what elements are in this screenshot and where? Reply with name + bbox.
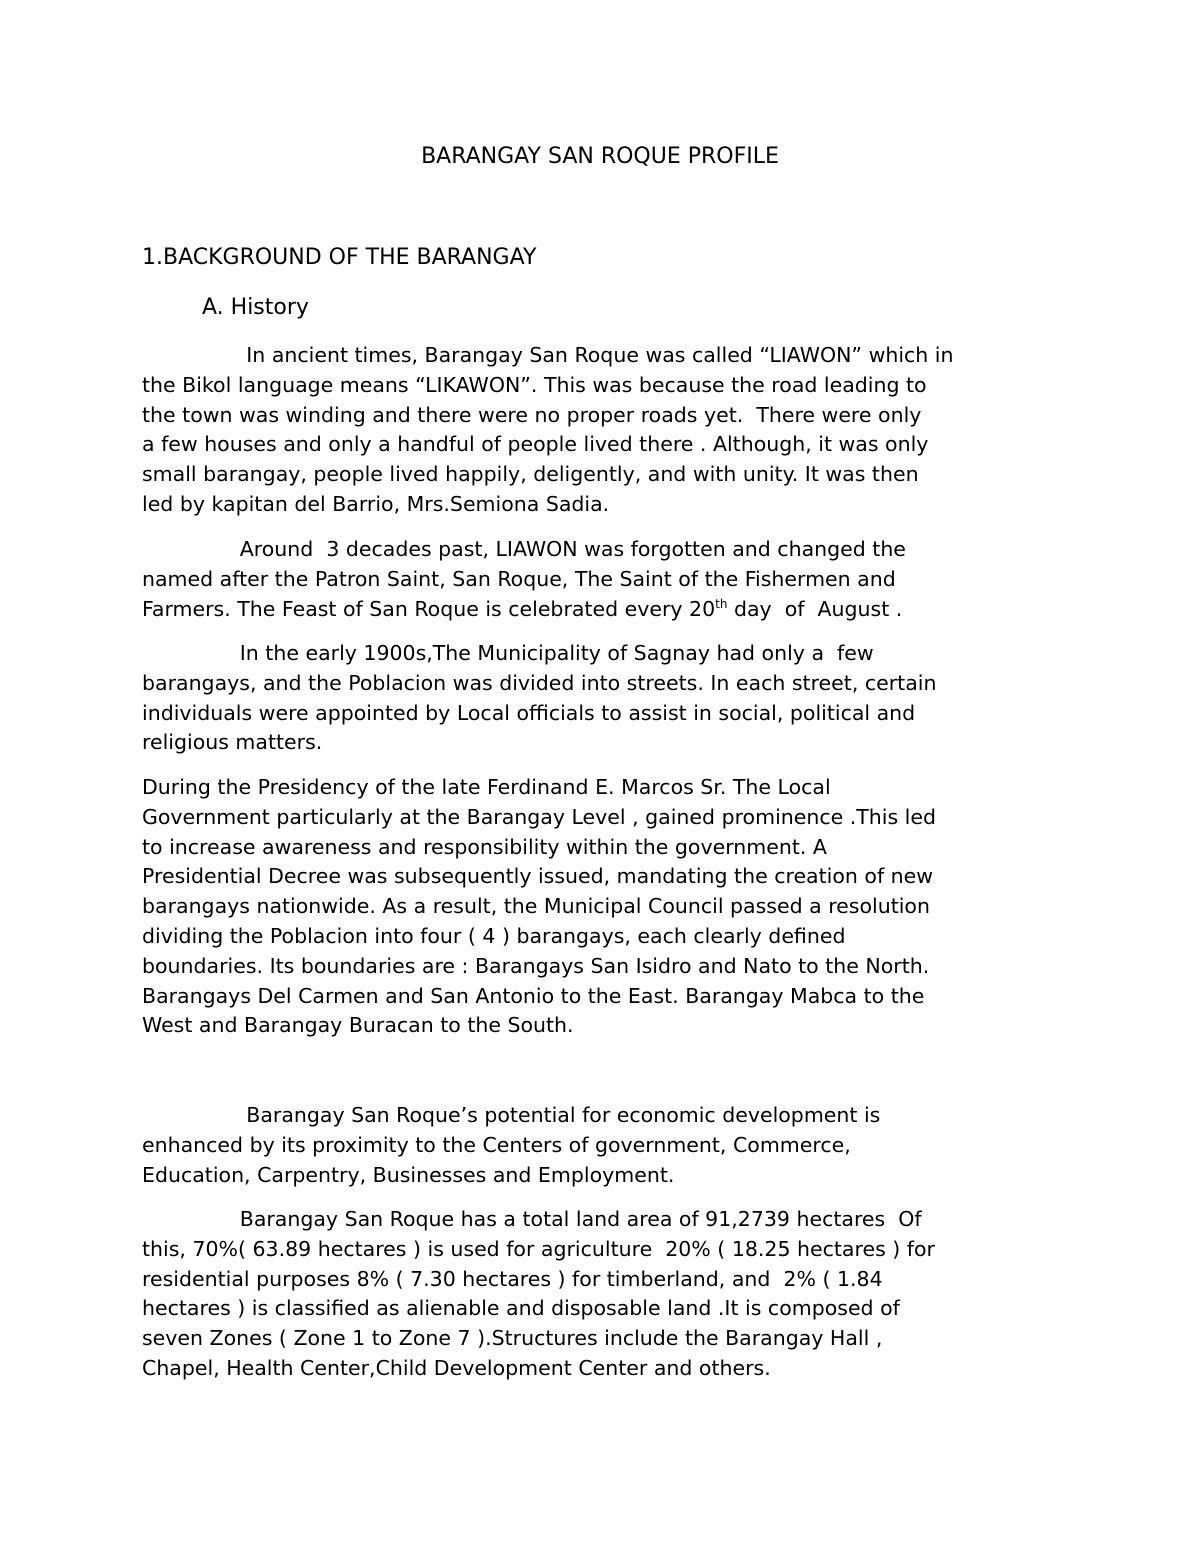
section-heading: 1.BACKGROUND OF THE BARANGAY bbox=[142, 245, 537, 270]
paragraph-patron-saint-text: Around 3 decades past, LIAWON was forgotten and changed the named after the Patron Saint, San Roque, The Saint of the Fishermen and Farmers. The Feast of San Roque is celebrated every 20 bbox=[142, 537, 906, 621]
subsection-heading: A. History bbox=[202, 295, 309, 320]
paragraph-patron-saint bbox=[142, 535, 1062, 624]
paragraph-early-1900s: In the early 1900s,The Municipality of Sagnay had only a few barangays, and the Poblacion was divided into streets. In each street, certain individuals were appointed by Local officials to assist in social, political and religious matters. bbox=[142, 641, 937, 755]
paragraph-history-origin: In ancient times, Barangay San Roque was called “LIAWON” which in the Bikol language means “LIKAWON”. This was because the road leading to the town was winding and there were no proper roads yet. There were only a few houses and only a handful of people lived there . Although, it was only small barangay, people lived happily, deligently, and with unity. It was then led by kapitan del Barrio, Mrs.Semiona Sadia. bbox=[142, 343, 954, 516]
paragraph-land-area: Barangay San Roque has a total land area of 91,2739 hectares Of this, 70%( 63.89 hectares ) is used for agriculture 20% ( 18.25 hectares ) for residential purposes 8% ( 7.30 hectares ) for timberland, and 2% ( 1.84 hectares ) is classified as alienable and disposable land .It is composed of seven Zones ( Zone 1 to Zone 7 ).Structures include the Barangay Hall , Chapel, Health Center,Child Development Center and others. bbox=[142, 1207, 935, 1380]
paragraph-patron-saint-end: day of August . bbox=[727, 596, 903, 621]
paragraph-economic-potential: Barangay San Roque’s potential for economic development is enhanced by its proximity to the Centers of government, Commerce, Education, Carpentry, Businesses and Employment. bbox=[142, 1103, 881, 1187]
document-title: BARANGAY SAN ROQUE PROFILE bbox=[421, 144, 779, 169]
paragraph-marcos-presidency: During the Presidency of the late Ferdinand E. Marcos Sr. The Local Government particularly at the Barangay Level , gained prominence .This led to increase awareness and responsibility within the government. A Presidential Decree was subsequently issued, mandating the creation of new barangays nationwide. As a result, the Municipal Council passed a resolution dividing the Poblacion into four ( 4 ) barangays, each clearly defined boundaries. Its boundaries are : Barangays San Isidro and Nato to the North. Barangays Del Carmen and San Antonio to the East. Barangay Mabca to the West and Barangay Buracan to the South. bbox=[142, 775, 937, 1038]
ordinal-suffix: th bbox=[715, 596, 728, 611]
